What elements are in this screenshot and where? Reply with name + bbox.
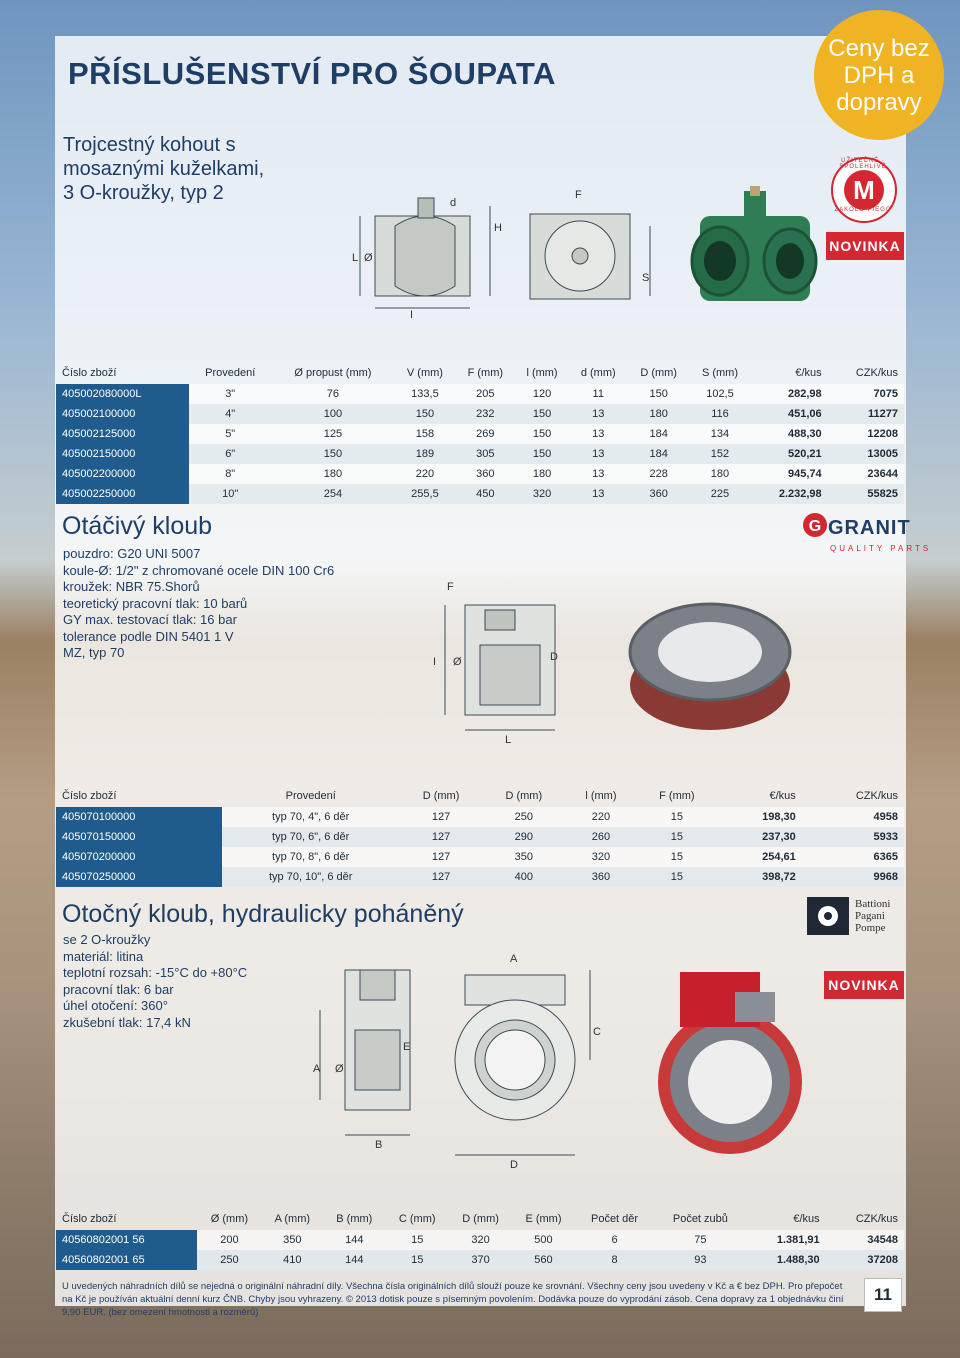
table-header-row: [56, 785, 904, 807]
column-header: Počet zubů: [672, 1213, 728, 1225]
product-code-cell: 40560802001 65: [56, 1250, 197, 1270]
column-header: Provedení: [285, 790, 336, 802]
battioni-pagani-logo: [855, 898, 890, 934]
table-cell: 205: [455, 384, 515, 404]
table-cell: 290: [482, 827, 565, 847]
table-cell: 180: [515, 464, 568, 484]
price-czk-cell: 6365: [802, 847, 904, 867]
table-cell: 189: [395, 444, 456, 464]
dim-label-diameter: Ø: [364, 252, 373, 264]
column-header: €/kus: [793, 1213, 820, 1225]
table-row: [56, 1230, 904, 1250]
dim-label-D: D: [510, 1159, 518, 1170]
table-cell: 13: [569, 444, 628, 464]
table-cell: 8: [575, 1250, 655, 1270]
table-cell: 400: [482, 867, 565, 887]
product-code-cell: 405070100000: [56, 807, 222, 827]
section1-table: [56, 362, 904, 504]
table-cell: 15: [637, 807, 717, 827]
table-cell: 250: [197, 1250, 261, 1270]
price-note-line: DPH a: [843, 61, 915, 89]
table-cell: typ 70, 10", 6 děr: [222, 867, 400, 887]
logo-line: Pompe: [855, 922, 886, 934]
table-cell: 144: [323, 1250, 385, 1270]
price-note-line: dopravy: [836, 88, 922, 116]
product-code-cell: 405070200000: [56, 847, 222, 867]
price-czk-cell: 23644: [828, 464, 904, 484]
table-cell: 4": [189, 404, 271, 424]
section2-table-body: [56, 807, 904, 887]
table-row: [56, 424, 904, 444]
spec-line: tolerance podle DIN 5401 1 V: [63, 628, 234, 644]
product-code-cell: 405070150000: [56, 827, 222, 847]
column-header: Číslo zboží: [62, 367, 117, 379]
table-cell: 225: [690, 484, 751, 504]
table-cell: 220: [565, 807, 637, 827]
price-eur-cell: 1.488,30: [746, 1250, 825, 1270]
table-cell: 350: [482, 847, 565, 867]
table-cell: 134: [690, 424, 751, 444]
column-header: D (mm): [505, 790, 543, 802]
column-header: Provedení: [205, 367, 256, 379]
dim-label-C: C: [593, 1026, 601, 1038]
column-header: €/kus: [769, 790, 796, 802]
dim-label-A: A: [510, 953, 518, 965]
price-eur-cell: 237,30: [717, 827, 802, 847]
table-header-row: [56, 1208, 904, 1230]
product-code-cell: 405002250000: [56, 484, 189, 504]
spec-line: zkušební tlak: 17,4 kN: [63, 1014, 191, 1030]
table-cell: 120: [515, 384, 568, 404]
m-logo-letter: M: [853, 175, 875, 205]
table-cell: 305: [455, 444, 515, 464]
table-cell: typ 70, 4", 6 děr: [222, 807, 400, 827]
m-logo-ring-text: UŽITEČNÉ · SPOLEHLIVÉ: [839, 158, 887, 170]
battioni-pagani-logo-icon: [806, 896, 850, 936]
table-cell: 150: [271, 444, 394, 464]
column-header: V (mm): [406, 367, 443, 379]
column-header: E (mm): [525, 1213, 562, 1225]
table-cell: 180: [628, 404, 690, 424]
spec-line: materiál: litina: [63, 948, 144, 964]
table-cell: 560: [512, 1250, 574, 1270]
table-cell: 410: [262, 1250, 324, 1270]
table-row: [56, 1250, 904, 1270]
table-cell: 3": [189, 384, 271, 404]
table-cell: 15: [386, 1230, 449, 1250]
column-header: Počet děr: [590, 1213, 639, 1225]
novinka-badge: NOVINKA: [824, 971, 904, 999]
table-row: [56, 827, 904, 847]
dim-label-H: H: [494, 222, 502, 234]
table-cell: 75: [654, 1230, 746, 1250]
dim-label-B: B: [375, 1139, 383, 1151]
price-czk-cell: 37208: [826, 1250, 904, 1270]
page-number: 11: [864, 1278, 902, 1312]
spec-line: pracovní tlak: 6 bar: [63, 981, 174, 997]
spec-line: koule-Ø: 1/2" z chromované ocele DIN 100 Cr6: [63, 562, 335, 578]
table-cell: 11: [569, 384, 628, 404]
table-cell: 228: [628, 464, 690, 484]
dim-label-I: I: [433, 656, 437, 668]
price-czk-cell: 5933: [802, 827, 904, 847]
price-czk-cell: 9968: [802, 867, 904, 887]
table-cell: 350: [262, 1230, 324, 1250]
product-code-cell: 405002200000: [56, 464, 189, 484]
price-eur-cell: 1.381,91: [746, 1230, 825, 1250]
product-code-cell: 40560802001 56: [56, 1230, 197, 1250]
table-cell: 320: [449, 1230, 512, 1250]
table-row: [56, 444, 904, 464]
product-code-cell: 405002100000: [56, 404, 189, 424]
table-cell: 150: [515, 424, 568, 444]
footer-disclaimer: U uvedených náhradních dílů se nejedná o originální náhradní díly. Všechna čísla originálních dílů slouží pouze ke srovnání. Všechny ceny jsou uvedeny v Kč a € bez DPH. Pro přepočet na Kč je používán aktuální denní kurz ČNB. Chyby jsou vyhrazeny. © 2013 dotisk pouze s písemným povolením. Dodávka pouze do vyprodání zásob. Cena dopravy za 1 objednávku činí 9,90 EUR. (bez omezení hmotnosti a rozměrů): [62, 1281, 844, 1318]
price-eur-cell: 254,61: [717, 847, 802, 867]
section1-table-body: [56, 384, 904, 504]
dim-label-diameter: Ø: [453, 656, 462, 668]
price-eur-cell: 488,30: [750, 424, 827, 444]
granit-logo-tagline: QUALITY PARTS: [830, 544, 932, 553]
product-code-cell: 405002150000: [56, 444, 189, 464]
dim-label-F: F: [447, 581, 454, 593]
price-note-line: Ceny bez: [828, 34, 930, 62]
table-cell: 76: [271, 384, 394, 404]
table-cell: 100: [271, 404, 394, 424]
price-czk-cell: 11277: [828, 404, 904, 424]
price-note-badge: [814, 10, 944, 140]
table-cell: 450: [455, 484, 515, 504]
table-row: [56, 464, 904, 484]
table-cell: 5": [189, 424, 271, 444]
column-header: l (mm): [526, 367, 558, 379]
table-cell: 127: [400, 827, 483, 847]
price-czk-cell: 55825: [828, 484, 904, 504]
price-czk-cell: 7075: [828, 384, 904, 404]
logo-line: Battioni: [855, 898, 891, 910]
table-row: [56, 807, 904, 827]
section1-title-line: Trojcestný kohout s: [63, 134, 236, 156]
table-cell: typ 70, 6", 6 děr: [222, 827, 400, 847]
table-cell: 13: [569, 404, 628, 424]
table-cell: 127: [400, 847, 483, 867]
table-cell: 150: [515, 404, 568, 424]
product-code-cell: 405002125000: [56, 424, 189, 444]
price-czk-cell: 12208: [828, 424, 904, 444]
column-header: A (mm): [274, 1213, 311, 1225]
table-cell: 125: [271, 424, 394, 444]
valve-technical-drawing: [340, 186, 660, 321]
granit-logo: [802, 512, 828, 543]
page-title: PŘÍSLUŠENSTVÍ PRO ŠOUPATA: [68, 56, 556, 91]
price-czk-cell: 4958: [802, 807, 904, 827]
hydraulic-joint-technical-drawing: [305, 950, 605, 1170]
table-cell: 127: [400, 867, 483, 887]
table-cell: 15: [637, 827, 717, 847]
table-cell: 260: [565, 827, 637, 847]
table-cell: 320: [515, 484, 568, 504]
m-logo-ring-text: ZAKOLO PIEGO: [834, 207, 892, 213]
table-cell: 184: [628, 424, 690, 444]
table-cell: 13: [569, 424, 628, 444]
table-cell: 152: [690, 444, 751, 464]
dim-label-L: L: [352, 252, 359, 264]
table-cell: 150: [395, 404, 456, 424]
dim-label-L: L: [505, 734, 512, 745]
price-czk-cell: 13005: [828, 444, 904, 464]
spec-line: GY max. testovací tlak: 16 bar: [63, 612, 237, 627]
table-header-row: [56, 362, 904, 384]
spec-line: úhel otočení: 360°: [63, 998, 168, 1013]
table-cell: 255,5: [395, 484, 456, 504]
dim-label-D: D: [550, 651, 558, 663]
price-eur-cell: 520,21: [750, 444, 827, 464]
table-cell: 360: [628, 484, 690, 504]
section1-title-line: mosaznými kuželkami,: [63, 158, 265, 180]
spec-line: se 2 O-kroužky: [63, 932, 151, 947]
section3-table-body: [56, 1230, 904, 1270]
table-cell: 15: [386, 1250, 449, 1270]
section2-table: [56, 785, 904, 887]
table-row: [56, 867, 904, 887]
spec-line: MZ, typ 70: [63, 645, 125, 660]
table-cell: 15: [637, 847, 717, 867]
spec-line: teoretický pracovní tlak: 10 barů: [63, 595, 248, 611]
table-cell: 8": [189, 464, 271, 484]
dim-label-F: F: [575, 189, 582, 201]
table-cell: 360: [565, 867, 637, 887]
swivel-joint-photo: [615, 590, 805, 740]
section2-title: Otáčivý kloub: [62, 512, 213, 540]
table-cell: 180: [271, 464, 394, 484]
table-cell: 150: [628, 384, 690, 404]
column-header: F (mm): [467, 367, 504, 379]
price-eur-cell: 398,72: [717, 867, 802, 887]
product-code-cell: 405070250000: [56, 867, 222, 887]
column-header: D (mm): [640, 367, 677, 379]
section1-title: [63, 133, 264, 205]
section2-spec-list: [63, 546, 334, 662]
hydraulic-joint-photo: [640, 962, 820, 1162]
column-header: Číslo zboží: [62, 790, 117, 802]
column-header: D (mm): [422, 790, 460, 802]
column-header: d (mm): [580, 367, 616, 379]
table-cell: 254: [271, 484, 394, 504]
table-cell: 360: [455, 464, 515, 484]
logo-line: Pagani: [855, 910, 885, 922]
column-header: C (mm): [398, 1213, 436, 1225]
product-code-cell: 405002080000L: [56, 384, 189, 404]
price-czk-cell: 34548: [826, 1230, 904, 1250]
dim-label-I: I: [410, 309, 414, 321]
dim-label-A: A: [313, 1063, 321, 1075]
table-cell: 158: [395, 424, 456, 444]
granit-logo-word: GRANIT: [828, 517, 911, 539]
column-header: l (mm): [585, 790, 617, 802]
price-eur-cell: 2.232,98: [750, 484, 827, 504]
column-header: €/kus: [795, 367, 822, 379]
table-cell: 133,5: [395, 384, 456, 404]
table-cell: 93: [654, 1250, 746, 1270]
column-header: Číslo zboží: [62, 1213, 117, 1225]
table-row: [56, 484, 904, 504]
table-cell: 6": [189, 444, 271, 464]
table-cell: 13: [569, 484, 628, 504]
section1-title-line: 3 O-kroužky, typ 2: [63, 182, 224, 204]
table-row: [56, 384, 904, 404]
column-header: CZK/kus: [855, 367, 898, 379]
column-header: CZK/kus: [855, 1213, 898, 1225]
table-cell: 370: [449, 1250, 512, 1270]
table-cell: 200: [197, 1230, 261, 1250]
table-cell: 102,5: [690, 384, 751, 404]
column-header: S (mm): [701, 367, 738, 379]
swivel-joint-technical-drawing: [425, 575, 575, 745]
table-cell: 500: [512, 1230, 574, 1250]
table-cell: 220: [395, 464, 456, 484]
column-header: B (mm): [336, 1213, 373, 1225]
column-header: F (mm): [659, 790, 695, 802]
column-header: Ø propust (mm): [294, 367, 372, 379]
spec-line: teplotní rozsah: -15°C do +80°C: [63, 965, 248, 980]
column-header: Ø (mm): [210, 1213, 249, 1225]
dim-label-diameter: Ø: [335, 1063, 344, 1075]
spec-line: pouzdro: G20 UNI 5007: [63, 546, 201, 561]
table-cell: 13: [569, 464, 628, 484]
price-eur-cell: 451,06: [750, 404, 827, 424]
table-cell: 144: [323, 1230, 385, 1250]
section3-title: Otočný kloub, hydraulicky poháněný: [62, 900, 464, 928]
table-cell: 320: [565, 847, 637, 867]
table-cell: 10": [189, 484, 271, 504]
section3-spec-list: [63, 932, 247, 1031]
table-cell: 232: [455, 404, 515, 424]
price-eur-cell: 198,30: [717, 807, 802, 827]
dim-label-E: E: [403, 1041, 411, 1053]
table-cell: 150: [515, 444, 568, 464]
granit-logo-letter: G: [808, 518, 822, 535]
table-cell: 180: [690, 464, 751, 484]
spec-line: kroužek: NBR 75.Shorů: [63, 579, 200, 594]
table-cell: 127: [400, 807, 483, 827]
column-header: D (mm): [462, 1213, 499, 1225]
price-eur-cell: 945,74: [750, 464, 827, 484]
novinka-badge: NOVINKA: [826, 232, 904, 260]
table-row: [56, 404, 904, 424]
table-cell: 116: [690, 404, 751, 424]
column-header: CZK/kus: [855, 790, 898, 802]
dim-label-S: S: [642, 272, 650, 284]
table-cell: 184: [628, 444, 690, 464]
table-cell: 269: [455, 424, 515, 444]
dim-label-d: d: [450, 197, 457, 209]
table-cell: typ 70, 8", 6 děr: [222, 847, 400, 867]
price-eur-cell: 282,98: [750, 384, 827, 404]
valve-product-photo: [680, 186, 825, 321]
section3-table: [56, 1208, 904, 1270]
table-row: [56, 847, 904, 867]
table-cell: 15: [637, 867, 717, 887]
table-cell: 250: [482, 807, 565, 827]
table-cell: 6: [575, 1230, 655, 1250]
